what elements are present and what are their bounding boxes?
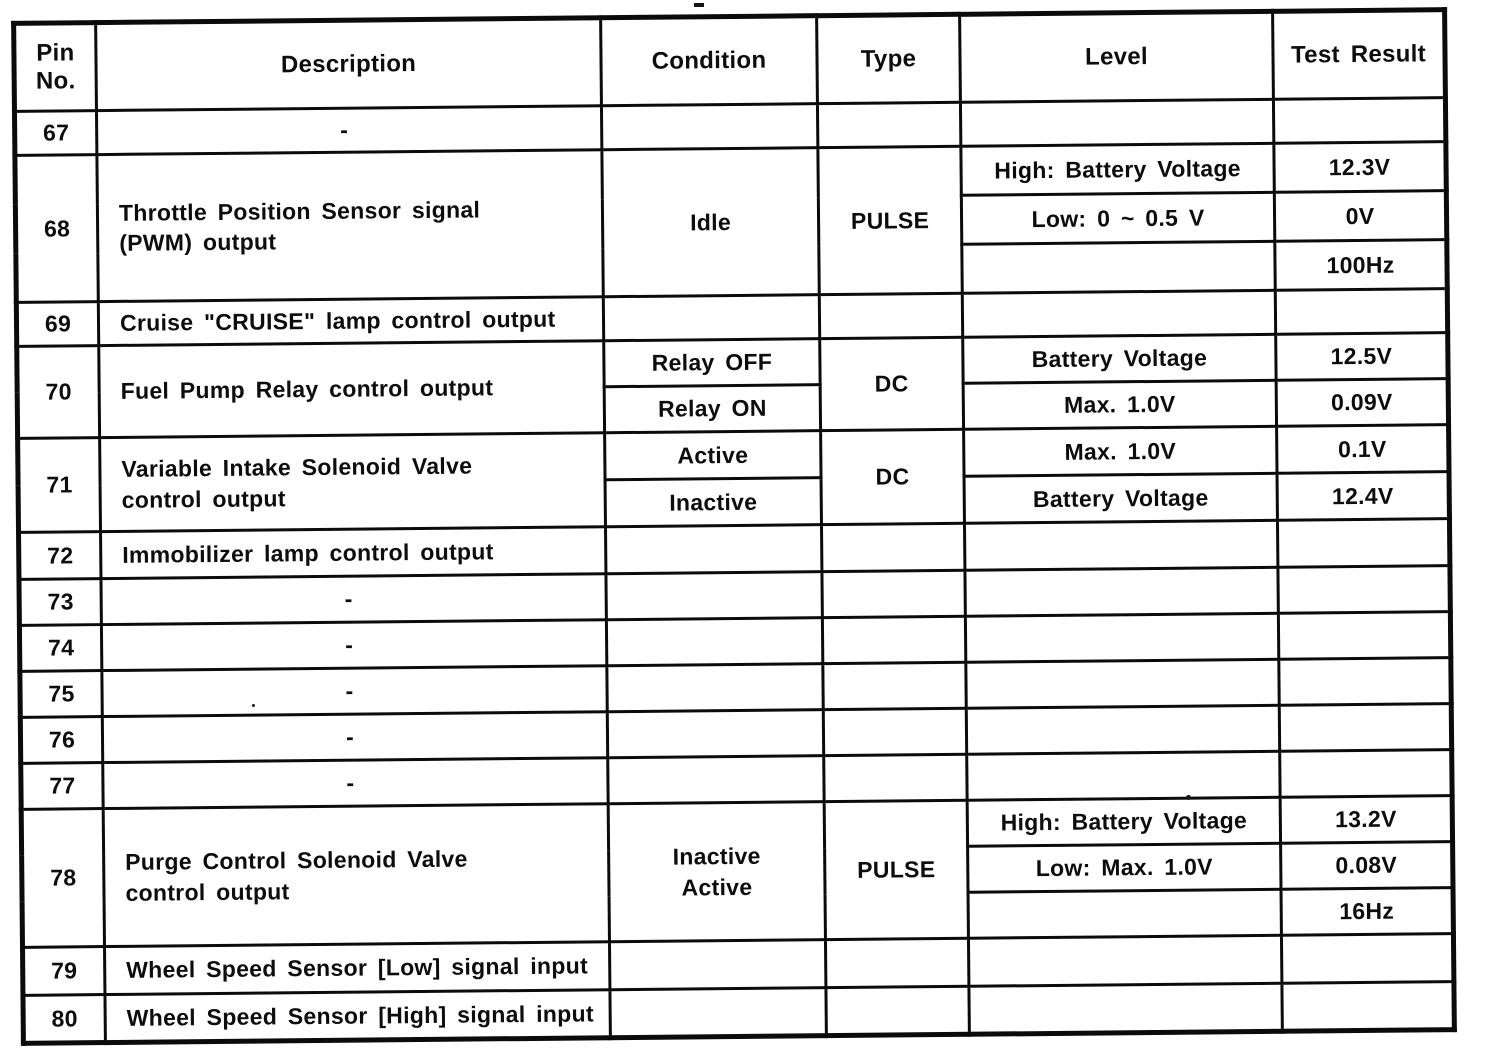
- condition-cell: Inactive: [605, 478, 821, 527]
- test-result-cell: 100Hz: [1275, 240, 1447, 291]
- pin-number-cell: 72: [19, 532, 101, 580]
- header-level: Level: [960, 11, 1274, 102]
- header-description: Description: [96, 18, 602, 111]
- test-result-cell: 13.2V: [1280, 796, 1452, 844]
- test-result-cell: 0V: [1274, 191, 1446, 242]
- pin-number-cell: 78: [21, 809, 104, 948]
- description-cell: Fuel Pump Relay control output: [99, 341, 605, 438]
- pin-number-cell: 67: [14, 111, 96, 156]
- condition-cell: Relay ON: [604, 385, 820, 433]
- level-cell: Battery Voltage: [964, 473, 1277, 523]
- scan-speck: [252, 704, 255, 707]
- test-result-cell: [1277, 519, 1449, 568]
- scan-speck: [694, 3, 704, 7]
- level-cell: [969, 983, 1282, 1034]
- pin-number-cell: 74: [19, 625, 101, 672]
- level-cell: Max. 1.0V: [964, 426, 1277, 476]
- level-cell: Max. 1.0V: [963, 380, 1276, 429]
- description-cell: Immobilizer lamp control output: [101, 527, 606, 579]
- level-cell: Battery Voltage: [963, 334, 1276, 383]
- condition-cell: Idle: [602, 148, 819, 297]
- table-header: [14, 10, 1446, 112]
- pin-number-cell: 69: [16, 302, 98, 347]
- test-result-cell: [1275, 289, 1447, 335]
- type-cell: [823, 662, 966, 709]
- test-result-cell: 12.5V: [1276, 333, 1448, 381]
- level-cell: [968, 889, 1281, 938]
- description-cell: Purge Control Solenoid Valve control output: [103, 804, 609, 947]
- pin-number-cell: 71: [18, 438, 101, 533]
- pin-number-cell: 80: [23, 995, 105, 1044]
- test-result-cell: 12.4V: [1277, 472, 1449, 521]
- pin-number-cell: 77: [21, 763, 103, 810]
- test-result-cell: 0.09V: [1276, 379, 1448, 427]
- pin-number-cell: 73: [19, 579, 101, 626]
- description-cell: Wheel Speed Sensor [Low] signal input: [105, 942, 610, 995]
- table-body: [14, 98, 1454, 1044]
- test-result-cell: [1278, 566, 1450, 614]
- level-cell: [966, 705, 1279, 754]
- level-cell: [962, 241, 1275, 293]
- level-cell: [968, 935, 1281, 986]
- test-result-cell: [1280, 750, 1452, 798]
- pin-number-cell: 76: [20, 717, 102, 764]
- header-pin-no: Pin No.: [14, 23, 97, 112]
- condition-cell: Relay OFF: [604, 339, 820, 387]
- description-cell: -: [96, 106, 601, 155]
- test-result-cell: 12.3V: [1274, 142, 1446, 193]
- pin-voltage-table: [11, 7, 1457, 1046]
- level-cell: [960, 99, 1273, 146]
- pin-number-cell: 75: [20, 671, 102, 718]
- condition-cell: [608, 756, 824, 804]
- pin-number-cell: 70: [17, 346, 100, 439]
- test-result-cell: [1279, 704, 1451, 752]
- condition-cell: [607, 710, 823, 758]
- condition-cell: [610, 988, 826, 1038]
- condition-cell: [607, 664, 823, 712]
- type-cell: PULSE: [818, 146, 962, 294]
- type-cell: DC: [821, 429, 965, 524]
- type-cell: [821, 523, 964, 571]
- condition-cell: [601, 104, 817, 150]
- test-result-cell: [1278, 612, 1450, 660]
- scan-speck: [1186, 795, 1191, 800]
- pin-voltage-table-sheet: [11, 7, 1457, 1046]
- type-cell: PULSE: [824, 800, 968, 939]
- type-cell: [822, 616, 965, 663]
- pin-number-cell: 68: [15, 155, 98, 303]
- pin-number-cell: 79: [23, 947, 105, 996]
- condition-cell: [603, 295, 819, 341]
- description-cell: Variable Intake Solenoid Valve control output: [100, 433, 606, 532]
- description-cell: -: [101, 620, 606, 671]
- level-cell: Low: Max. 1.0V: [968, 843, 1281, 892]
- header-test-result: Test Result: [1273, 10, 1446, 100]
- header-type: Type: [817, 14, 961, 103]
- type-cell: [826, 986, 969, 1035]
- condition-cell: Inactive Active: [608, 802, 825, 942]
- type-cell: [823, 708, 966, 755]
- type-cell: DC: [820, 337, 964, 430]
- test-result-cell: 16Hz: [1281, 888, 1453, 936]
- description-cell: Cruise "CRUISE" lamp control output: [98, 297, 603, 346]
- description-cell: Wheel Speed Sensor [High] signal input: [105, 990, 610, 1043]
- level-cell: Low: 0 ~ 0.5 V: [961, 192, 1274, 244]
- condition-cell: [609, 940, 825, 990]
- level-cell: [965, 613, 1278, 662]
- level-cell: [965, 567, 1278, 616]
- level-cell: High: Battery Voltage: [967, 797, 1280, 846]
- condition-cell: [605, 525, 821, 574]
- type-cell: [817, 102, 960, 147]
- condition-cell: Active: [605, 431, 821, 480]
- description-cell: -: [102, 712, 607, 763]
- test-result-cell: [1282, 982, 1454, 1032]
- level-cell: [964, 520, 1277, 570]
- test-result-cell: [1281, 934, 1453, 984]
- type-cell: [819, 293, 962, 338]
- level-cell: [966, 659, 1279, 708]
- condition-cell: [606, 618, 822, 666]
- test-result-cell: [1279, 658, 1451, 706]
- condition-cell: [606, 572, 822, 620]
- type-cell: [824, 754, 967, 801]
- description-cell: -: [103, 758, 608, 809]
- table-header-row: [14, 10, 1446, 112]
- type-cell: [825, 938, 968, 987]
- level-cell: [967, 751, 1280, 800]
- level-cell: [962, 290, 1275, 337]
- description-cell: -: [101, 574, 606, 625]
- description-cell: Throttle Position Sensor signal (PWM) output: [97, 150, 603, 302]
- test-result-cell: 0.08V: [1281, 842, 1453, 890]
- type-cell: [822, 570, 965, 617]
- test-result-cell: 0.1V: [1277, 425, 1449, 474]
- level-cell: High: Battery Voltage: [961, 143, 1274, 195]
- description-cell: -: [102, 666, 607, 717]
- test-result-cell: [1273, 98, 1445, 144]
- header-condition: Condition: [601, 16, 818, 106]
